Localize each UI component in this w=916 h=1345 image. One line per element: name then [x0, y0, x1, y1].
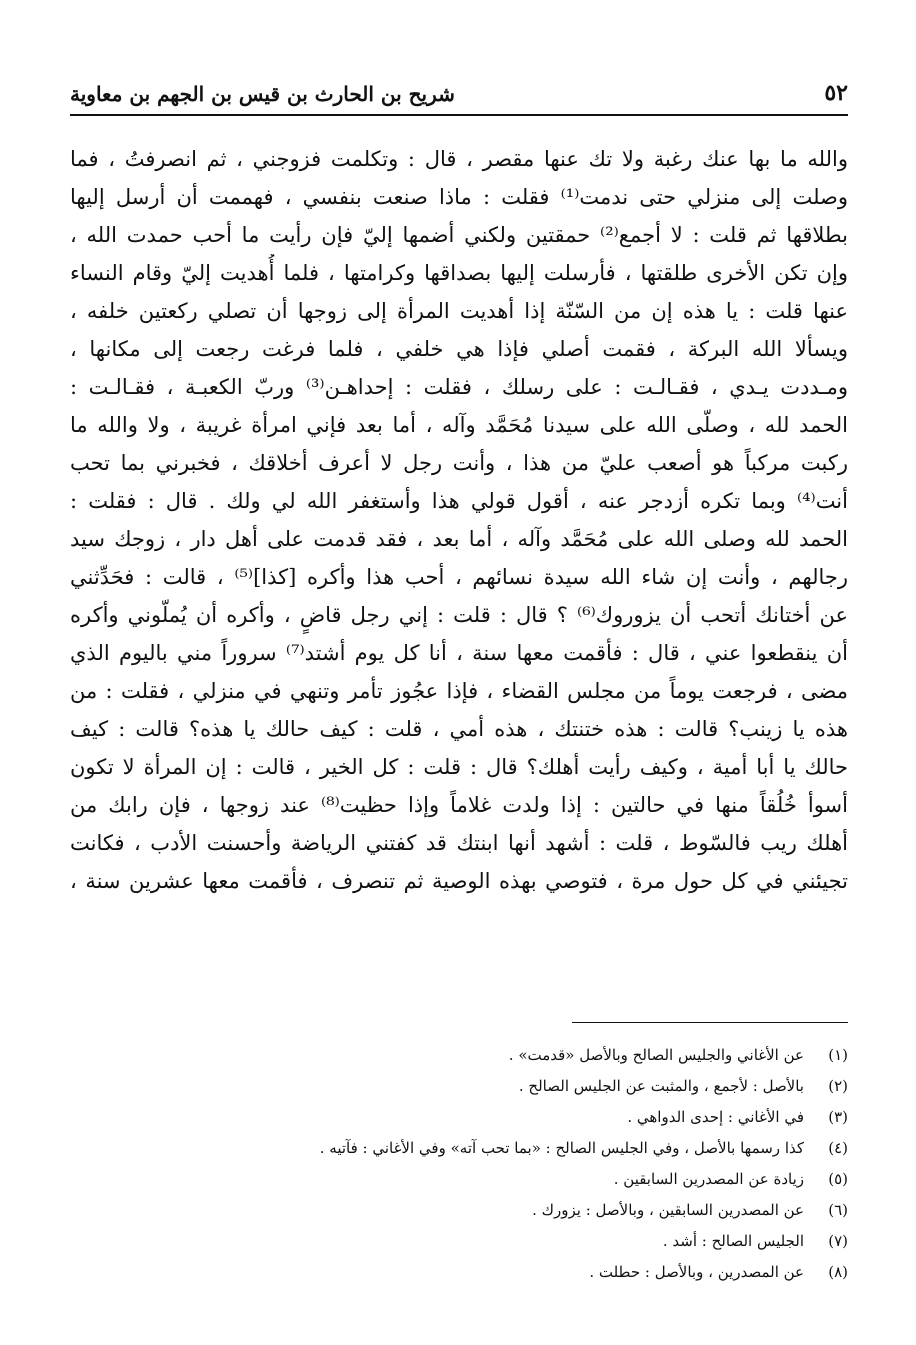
text-line: تجيئني في كل حول مرة ، فتوصي بهذه الوصية ثم تنصرف ، فأقمت معها عشرين سنة ، — [70, 869, 848, 893]
footnote-text: كذا رسمها بالأصل ، وفي الجليس الصالح : «بما تحب آته» وفي الأغاني : فآتيه . — [319, 1139, 804, 1157]
footnote-5 — [150, 1164, 848, 1195]
footnote-text: بالأصل : لأجمع ، والمثبت عن الجليس الصالح . — [518, 1077, 804, 1095]
footnote-text: الجليس الصالح : أشد . — [662, 1232, 804, 1250]
footnote-text: عن المصدرين السابقين ، وبالأصل : يزورك . — [532, 1201, 804, 1219]
footnote-text: عن الأغاني والجليس الصالح وبالأصل «قدمت» . — [508, 1046, 804, 1064]
text-line: أن ينقطعوا عني ، قال : فأقمت معها سنة ، أنا كل يوم أشتد⁽⁷⁾ سروراً مني باليوم الذي — [70, 641, 848, 665]
text-line: ركبت مركباً هو أصعب عليّ من هذا ، وأنت رجل لا أعرف أخلاقك ، فخبرني بما تحب — [70, 451, 848, 475]
text-line: هذه يا زينب؟ قالت : هذه ختنتك ، هذه أمي ، قلت : كيف حالك يا هذه؟ قالت : كيف — [70, 717, 848, 741]
footnote-text: زيادة عن المصدرين السابقين . — [613, 1170, 804, 1188]
text-line: ومـددت يـدي ، فقـالـت : على رسلك ، فقلت : إحداهـن⁽³⁾ وربّ الكعبـة ، فقـالـت : — [70, 375, 848, 399]
footnote-2 — [150, 1071, 848, 1102]
body-text — [70, 140, 848, 900]
text-line: وإن تكن الأخرى طلقتها ، فأرسلت إليها بصداقها وكرامتها ، فلما أُهديت إليّ وقام النساء — [70, 261, 848, 285]
text-line: الحمد لله ، وصلّى الله على سيدنا مُحَمَّد وآله ، أما بعد فإني امرأة غريبة ، ولا والله ما — [70, 413, 848, 437]
footnote-7 — [150, 1226, 848, 1257]
footnote-number: (٥) — [828, 1170, 848, 1188]
footnote-4 — [150, 1133, 848, 1164]
text-line: وصلت إلى منزلي حتى ندمت⁽¹⁾ فقلت : ماذا صنعت بنفسي ، فهممت أن أرسل إليها — [70, 185, 848, 209]
footnote-text: في الأغاني : إحدى الدواهي . — [627, 1108, 804, 1126]
footnote-number: (٢) — [828, 1077, 848, 1095]
footnote-text: عن المصدرين ، وبالأصل : حطلت . — [589, 1263, 804, 1281]
footnote-number: (١) — [828, 1046, 848, 1064]
text-line: أهلك ريب فالسّوط ، قلت : أشهد أنها ابنتك قد كفتني الرياضة وأحسنت الأدب ، فكانت — [70, 831, 848, 855]
footnote-number: (٨) — [828, 1263, 848, 1281]
text-line: والله ما بها عنك رغبة ولا تك عنها مقصر ، قال : وتكلمت فزوجني ، ثم انصرفتُ ، فما — [70, 147, 848, 171]
text-line: عنها قلت : يا هذه إن من السّنّة إذا أهديت المرأة إلى زوجها أن تصلي ركعتين خلفه ، — [70, 299, 848, 323]
footnote-number: (٧) — [828, 1232, 848, 1250]
text-line: مضى ، فرجعت يوماً من مجلس القضاء ، فإذا عجُوز تأمر وتنهي في منزلي ، فقلت : من — [70, 679, 848, 703]
footnote-divider — [572, 1022, 848, 1023]
text-line: أسوأ خُلُقاً منها في حالتين : إذا ولدت غلاماً وإذا حظيت⁽⁸⁾ عند زوجها ، فإن رابك من — [70, 793, 848, 817]
text-line: حالك يا أبا أمية ، وكيف رأيت أهلك؟ قال : قلت : كل الخير ، قالت : إن المرأة لا تكون — [70, 755, 848, 779]
footnotes — [150, 1040, 848, 1288]
footnote-number: (٣) — [828, 1108, 848, 1126]
page-number: ٥٢ — [824, 80, 848, 106]
text-line: بطلاقها ثم قلت : لا أجمع⁽²⁾ حمقتين ولكني أضمها إليّ فإن رأيت ما أحب حمدت الله ، — [70, 223, 848, 247]
footnote-3 — [150, 1102, 848, 1133]
footnote-1 — [150, 1040, 848, 1071]
text-line: الحمد لله وصلى الله على مُحَمَّد وآله ، أما بعد ، فقد قدمت على أهل دار ، زوجك سيد — [70, 527, 848, 551]
footnote-number: (٦) — [828, 1201, 848, 1219]
page-header — [70, 78, 848, 116]
text-line: رجالهم ، وأنت إن شاء الله سيدة نسائهم ، أحب هذا وأكره [كذا]⁽⁵⁾ ، قالت : فحَدِّثني — [70, 565, 848, 589]
footnote-number: (٤) — [828, 1139, 848, 1157]
footnote-8 — [150, 1257, 848, 1288]
text-line: أنت⁽⁴⁾ وبما تكره أزدجر عنه ، أقول قولي هذا وأستغفر الله لي ولك . قال : فقلت : — [70, 489, 848, 513]
footnote-6 — [150, 1195, 848, 1226]
running-title: شريح بن الحارث بن قيس بن الجهم بن معاوية — [70, 82, 455, 106]
text-line: ويسألا الله البركة ، فقمت أصلي فإذا هي خلفي ، فلما فرغت رجعت إلى مكانها ، — [70, 337, 848, 361]
text-line: عن أختانك أتحب أن يزوروك⁽⁶⁾ ؟ قال : قلت : إني رجل قاضٍ ، وأكره أن يُملّوني وأكره — [70, 603, 848, 627]
